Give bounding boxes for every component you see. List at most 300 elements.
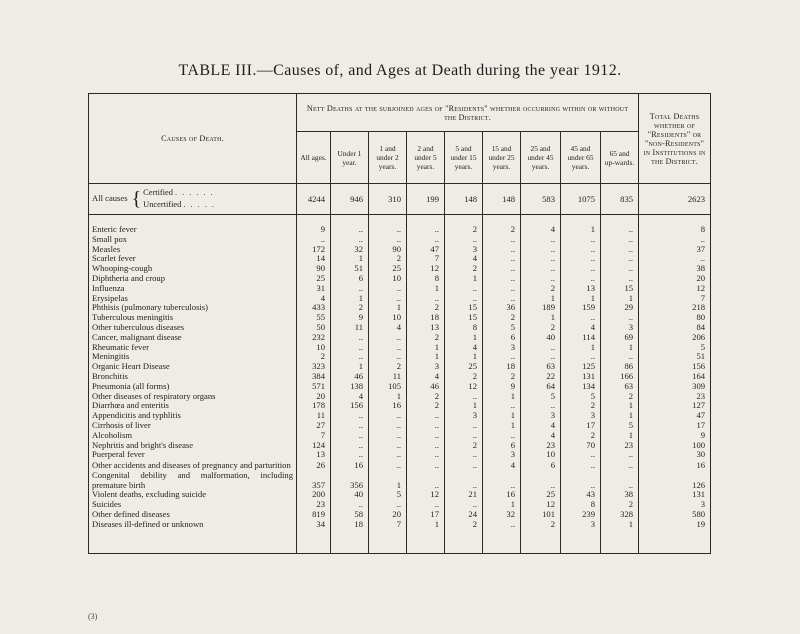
closing-cell bbox=[89, 529, 297, 554]
value-cell: 2 bbox=[521, 284, 561, 294]
value-cell: 32 bbox=[483, 510, 521, 520]
value-cell: 90 bbox=[297, 264, 331, 274]
cause-cell: Appendicitis and typhlitis bbox=[89, 411, 297, 421]
cause-cell: Organic Heart Disease bbox=[89, 362, 297, 372]
value-cell: .. bbox=[407, 460, 445, 470]
value-cell: 328 bbox=[601, 510, 639, 520]
cause-cell: Diarrhœa and enteritis bbox=[89, 401, 297, 411]
value-cell: .. bbox=[639, 235, 711, 245]
value-cell: .. bbox=[521, 254, 561, 264]
value-cell: 32 bbox=[331, 245, 369, 255]
age-column-header: 25 and under 45 years. bbox=[521, 132, 561, 184]
value-cell: .. bbox=[445, 392, 483, 402]
value-cell: 4 bbox=[445, 343, 483, 353]
value-cell: 1 bbox=[445, 401, 483, 411]
value-cell: 38 bbox=[639, 264, 711, 274]
value-cell: .. bbox=[407, 225, 445, 235]
value-cell: 23 bbox=[297, 500, 331, 510]
all-causes-cell: All causes { Certified ...... Uncertified ..... bbox=[89, 184, 297, 215]
value-cell: 384 bbox=[297, 372, 331, 382]
value-cell: 3 bbox=[407, 362, 445, 372]
value-cell: .. bbox=[561, 245, 601, 255]
certified-label: Certified bbox=[143, 188, 173, 197]
value-cell: .. bbox=[561, 450, 601, 460]
value-cell: 356 bbox=[331, 470, 369, 490]
value-cell: 10 bbox=[369, 274, 407, 284]
value-cell: 159 bbox=[561, 303, 601, 313]
cause-cell: Diphtheria and croup bbox=[89, 274, 297, 284]
value-cell: .. bbox=[331, 421, 369, 431]
value-cell: 63 bbox=[521, 362, 561, 372]
value-cell: .. bbox=[407, 421, 445, 431]
value-cell: 1 bbox=[331, 254, 369, 264]
value-cell: 5 bbox=[369, 490, 407, 500]
value-cell: 1 bbox=[407, 352, 445, 362]
uncertified-label: Uncertified bbox=[143, 200, 182, 209]
value-cell: .. bbox=[331, 235, 369, 245]
summary-value-cell: 4244 bbox=[297, 184, 331, 215]
age-column-header: 2 and under 5 years. bbox=[407, 132, 445, 184]
value-cell: 46 bbox=[407, 382, 445, 392]
value-cell: 20 bbox=[297, 392, 331, 402]
value-cell: .. bbox=[601, 352, 639, 362]
summary-value-cell: 148 bbox=[445, 184, 483, 215]
closing-cell bbox=[521, 529, 561, 554]
all-causes-row bbox=[89, 184, 711, 215]
age-column-header: 45 and under 65 years. bbox=[561, 132, 601, 184]
value-cell: 3 bbox=[639, 500, 711, 510]
value-cell: .. bbox=[601, 225, 639, 235]
table-row bbox=[89, 460, 711, 470]
cause-cell: Suicides bbox=[89, 500, 297, 510]
summary-value-cell: 835 bbox=[601, 184, 639, 215]
value-cell: 4 bbox=[369, 323, 407, 333]
value-cell: 5 bbox=[483, 323, 521, 333]
value-cell: 19 bbox=[639, 520, 711, 530]
value-cell: 1 bbox=[561, 343, 601, 353]
value-cell: 20 bbox=[639, 274, 711, 284]
value-cell: 8 bbox=[407, 274, 445, 284]
value-cell: 70 bbox=[561, 441, 601, 451]
value-cell: 2 bbox=[483, 313, 521, 323]
closing-cell bbox=[407, 529, 445, 554]
value-cell: 1 bbox=[407, 343, 445, 353]
value-cell: 13 bbox=[407, 323, 445, 333]
value-cell: 6 bbox=[483, 333, 521, 343]
value-cell: .. bbox=[521, 343, 561, 353]
value-cell: 3 bbox=[561, 520, 601, 530]
value-cell: 16 bbox=[331, 460, 369, 470]
value-cell: 9 bbox=[297, 225, 331, 235]
value-cell: 14 bbox=[297, 254, 331, 264]
value-cell: 25 bbox=[369, 264, 407, 274]
value-cell: 7 bbox=[297, 431, 331, 441]
spacer-cell bbox=[639, 215, 711, 226]
value-cell: .. bbox=[483, 294, 521, 304]
closing-cell bbox=[331, 529, 369, 554]
value-cell: 8 bbox=[639, 225, 711, 235]
cause-cell: Erysipelas bbox=[89, 294, 297, 304]
cause-cell: Other tuberculous diseases bbox=[89, 323, 297, 333]
summary-value-cell: 946 bbox=[331, 184, 369, 215]
value-cell: 4 bbox=[483, 460, 521, 470]
value-cell: .. bbox=[601, 264, 639, 274]
value-cell: .. bbox=[639, 254, 711, 264]
cause-cell: Other defined diseases bbox=[89, 510, 297, 520]
cause-cell: Diseases ill-defined or unknown bbox=[89, 520, 297, 530]
value-cell: 1 bbox=[561, 225, 601, 235]
cause-cell: Cancer, malignant disease bbox=[89, 333, 297, 343]
all-causes-label: All causes bbox=[92, 192, 128, 203]
value-cell: 47 bbox=[639, 411, 711, 421]
value-cell: 105 bbox=[369, 382, 407, 392]
value-cell: 1 bbox=[601, 520, 639, 530]
value-cell: .. bbox=[369, 284, 407, 294]
value-cell: 2 bbox=[331, 303, 369, 313]
value-cell: .. bbox=[369, 460, 407, 470]
value-cell: 64 bbox=[521, 382, 561, 392]
spacer-cell bbox=[297, 215, 331, 226]
value-cell: 114 bbox=[561, 333, 601, 343]
value-cell: 134 bbox=[561, 382, 601, 392]
cause-cell: Violent deaths, excluding suicide bbox=[89, 490, 297, 500]
value-cell: 3 bbox=[483, 343, 521, 353]
value-cell: .. bbox=[601, 274, 639, 284]
value-cell: .. bbox=[483, 254, 521, 264]
value-cell: 2 bbox=[445, 225, 483, 235]
value-cell: 178 bbox=[297, 401, 331, 411]
summary-value-cell: 2623 bbox=[639, 184, 711, 215]
value-cell: 1 bbox=[369, 392, 407, 402]
value-cell: .. bbox=[331, 500, 369, 510]
value-cell: 58 bbox=[331, 510, 369, 520]
value-cell: 172 bbox=[297, 245, 331, 255]
value-cell: .. bbox=[331, 343, 369, 353]
cause-cell: Influenza bbox=[89, 284, 297, 294]
closing-cell bbox=[639, 529, 711, 554]
value-cell: 84 bbox=[639, 323, 711, 333]
value-cell: 3 bbox=[483, 450, 521, 460]
value-cell: 5 bbox=[639, 343, 711, 353]
value-cell: 131 bbox=[561, 372, 601, 382]
value-cell: .. bbox=[483, 431, 521, 441]
value-cell: 21 bbox=[445, 490, 483, 500]
value-cell: 2 bbox=[407, 392, 445, 402]
closing-cell bbox=[561, 529, 601, 554]
value-cell: 40 bbox=[331, 490, 369, 500]
value-cell: .. bbox=[331, 352, 369, 362]
value-cell: 309 bbox=[639, 382, 711, 392]
cause-cell: Congenital debility and malformation, including premature birth bbox=[89, 470, 297, 490]
value-cell: 11 bbox=[297, 411, 331, 421]
value-cell: 1 bbox=[601, 294, 639, 304]
value-cell: 2 bbox=[483, 372, 521, 382]
value-cell: 86 bbox=[601, 362, 639, 372]
value-cell: 433 bbox=[297, 303, 331, 313]
value-cell: 2 bbox=[369, 254, 407, 264]
value-cell: .. bbox=[331, 284, 369, 294]
value-cell: 27 bbox=[297, 421, 331, 431]
value-cell: 124 bbox=[297, 441, 331, 451]
value-cell: 11 bbox=[369, 372, 407, 382]
age-column-header: 65 and up-wards. bbox=[601, 132, 639, 184]
value-cell: 10 bbox=[521, 450, 561, 460]
value-cell: 1 bbox=[445, 333, 483, 343]
cause-cell: Other diseases of respiratory organs bbox=[89, 392, 297, 402]
value-cell: 4 bbox=[445, 254, 483, 264]
value-cell: 1 bbox=[601, 431, 639, 441]
value-cell: 1 bbox=[369, 303, 407, 313]
value-cell: 90 bbox=[369, 245, 407, 255]
table-row bbox=[89, 470, 711, 490]
value-cell: .. bbox=[407, 441, 445, 451]
value-cell: .. bbox=[483, 264, 521, 274]
value-cell: .. bbox=[369, 421, 407, 431]
summary-value-cell: 148 bbox=[483, 184, 521, 215]
value-cell: .. bbox=[601, 245, 639, 255]
value-cell: 2 bbox=[601, 392, 639, 402]
value-cell: 1 bbox=[331, 294, 369, 304]
value-cell: 25 bbox=[521, 490, 561, 500]
value-cell: 4 bbox=[297, 294, 331, 304]
value-cell: 4 bbox=[521, 431, 561, 441]
value-cell: 43 bbox=[561, 490, 601, 500]
value-cell: 26 bbox=[297, 460, 331, 470]
value-cell: 1 bbox=[483, 392, 521, 402]
value-cell: 20 bbox=[369, 510, 407, 520]
value-cell: .. bbox=[483, 284, 521, 294]
value-cell: .. bbox=[369, 225, 407, 235]
cause-cell: Puerperal fever bbox=[89, 450, 297, 460]
value-cell: .. bbox=[601, 254, 639, 264]
value-cell: 156 bbox=[331, 401, 369, 411]
value-cell: 36 bbox=[483, 303, 521, 313]
value-cell: 101 bbox=[521, 510, 561, 520]
value-cell: 1 bbox=[483, 411, 521, 421]
page-title: TABLE III.—Causes of, and Ages at Death during the year 1912. bbox=[178, 62, 622, 79]
value-cell: 6 bbox=[331, 274, 369, 284]
value-cell: 126 bbox=[639, 470, 711, 490]
value-cell: 15 bbox=[445, 313, 483, 323]
value-cell: .. bbox=[369, 343, 407, 353]
cause-cell: Rheumatic fever bbox=[89, 343, 297, 353]
cause-cell: Bronchitis bbox=[89, 372, 297, 382]
value-cell: 4 bbox=[521, 421, 561, 431]
value-cell: 30 bbox=[639, 450, 711, 460]
cause-cell: Whooping-cough bbox=[89, 264, 297, 274]
value-cell: .. bbox=[521, 245, 561, 255]
value-cell: .. bbox=[331, 225, 369, 235]
value-cell: 47 bbox=[407, 245, 445, 255]
value-cell: .. bbox=[601, 470, 639, 490]
value-cell: .. bbox=[483, 235, 521, 245]
value-cell: .. bbox=[601, 313, 639, 323]
value-cell: 10 bbox=[297, 343, 331, 353]
value-cell: .. bbox=[369, 500, 407, 510]
cause-cell: Pneumonia (all forms) bbox=[89, 382, 297, 392]
value-cell: .. bbox=[521, 264, 561, 274]
value-cell: .. bbox=[445, 500, 483, 510]
value-cell: 25 bbox=[445, 362, 483, 372]
value-cell: 2 bbox=[561, 431, 601, 441]
value-cell: 40 bbox=[521, 333, 561, 343]
value-cell: 4 bbox=[561, 323, 601, 333]
value-cell: 1 bbox=[407, 284, 445, 294]
value-cell: 23 bbox=[639, 392, 711, 402]
value-cell: 2 bbox=[445, 372, 483, 382]
summary-value-cell: 199 bbox=[407, 184, 445, 215]
value-cell: .. bbox=[445, 460, 483, 470]
value-cell: 37 bbox=[639, 245, 711, 255]
value-cell: 3 bbox=[445, 411, 483, 421]
cause-cell: Enteric fever bbox=[89, 225, 297, 235]
value-cell: .. bbox=[445, 450, 483, 460]
value-cell: .. bbox=[445, 294, 483, 304]
value-cell: 8 bbox=[445, 323, 483, 333]
value-cell: 125 bbox=[561, 362, 601, 372]
value-cell: 5 bbox=[561, 392, 601, 402]
value-cell: 16 bbox=[483, 490, 521, 500]
value-cell: 9 bbox=[639, 431, 711, 441]
value-cell: .. bbox=[331, 411, 369, 421]
value-cell: 1 bbox=[445, 274, 483, 284]
value-cell: 51 bbox=[331, 264, 369, 274]
value-cell: 1 bbox=[331, 362, 369, 372]
value-cell: 232 bbox=[297, 333, 331, 343]
value-cell: 63 bbox=[601, 382, 639, 392]
value-cell: 4 bbox=[521, 225, 561, 235]
closing-row bbox=[89, 529, 711, 554]
age-column-header: 15 and under 25 years. bbox=[483, 132, 521, 184]
value-cell: 1 bbox=[521, 313, 561, 323]
page-number: (3) bbox=[88, 612, 98, 621]
total-deaths-header: Total Deaths whether of "Residents" or "non-Residents" in Institutions in the District. bbox=[639, 94, 711, 184]
value-cell: 18 bbox=[331, 520, 369, 530]
value-cell: 51 bbox=[639, 352, 711, 362]
value-cell: 13 bbox=[297, 450, 331, 460]
value-cell: .. bbox=[407, 431, 445, 441]
value-cell: .. bbox=[483, 401, 521, 411]
value-cell: 4 bbox=[407, 372, 445, 382]
value-cell: .. bbox=[331, 450, 369, 460]
value-cell: .. bbox=[561, 313, 601, 323]
value-cell: 2 bbox=[521, 520, 561, 530]
value-cell: 4 bbox=[331, 392, 369, 402]
closing-cell bbox=[483, 529, 521, 554]
cause-cell: Alcoholism bbox=[89, 431, 297, 441]
value-cell: .. bbox=[561, 235, 601, 245]
value-cell: 3 bbox=[521, 411, 561, 421]
causes-header: Causes of Death. bbox=[89, 94, 297, 184]
value-cell: .. bbox=[369, 352, 407, 362]
value-cell: 12 bbox=[445, 382, 483, 392]
value-cell: .. bbox=[369, 294, 407, 304]
value-cell: 206 bbox=[639, 333, 711, 343]
cause-cell: Phthisis (pulmonary tuberculosis) bbox=[89, 303, 297, 313]
value-cell: 23 bbox=[521, 441, 561, 451]
value-cell: .. bbox=[561, 470, 601, 490]
summary-value-cell: 583 bbox=[521, 184, 561, 215]
cause-cell: Nephritis and bright's disease bbox=[89, 441, 297, 451]
value-cell: 9 bbox=[483, 382, 521, 392]
value-cell: 5 bbox=[521, 392, 561, 402]
value-cell: 12 bbox=[407, 490, 445, 500]
value-cell: .. bbox=[407, 294, 445, 304]
value-cell: 2 bbox=[407, 303, 445, 313]
value-cell: 31 bbox=[297, 284, 331, 294]
value-cell: 2 bbox=[483, 225, 521, 235]
value-cell: 24 bbox=[445, 510, 483, 520]
value-cell: .. bbox=[483, 352, 521, 362]
value-cell: .. bbox=[369, 235, 407, 245]
cause-cell: Small pox bbox=[89, 235, 297, 245]
value-cell: 2 bbox=[521, 323, 561, 333]
closing-cell bbox=[369, 529, 407, 554]
value-cell: 2 bbox=[407, 333, 445, 343]
value-cell: .. bbox=[297, 235, 331, 245]
value-cell: 100 bbox=[639, 441, 711, 451]
cause-cell: Cirrhosis of liver bbox=[89, 421, 297, 431]
value-cell: .. bbox=[445, 470, 483, 490]
closing-cell bbox=[297, 529, 331, 554]
value-cell: .. bbox=[445, 284, 483, 294]
table-row bbox=[89, 520, 711, 530]
value-cell: .. bbox=[407, 450, 445, 460]
value-cell: 164 bbox=[639, 372, 711, 382]
value-cell: 1 bbox=[369, 470, 407, 490]
value-cell: 16 bbox=[639, 460, 711, 470]
value-cell: 29 bbox=[601, 303, 639, 313]
value-cell: 1 bbox=[445, 352, 483, 362]
value-cell: 1 bbox=[601, 411, 639, 421]
value-cell: 2 bbox=[601, 500, 639, 510]
value-cell: 15 bbox=[601, 284, 639, 294]
value-cell: 17 bbox=[407, 510, 445, 520]
value-cell: .. bbox=[483, 520, 521, 530]
value-cell: .. bbox=[407, 470, 445, 490]
age-column-header: Under 1 year. bbox=[331, 132, 369, 184]
age-column-header: All ages. bbox=[297, 132, 331, 184]
value-cell: 200 bbox=[297, 490, 331, 500]
value-cell: 80 bbox=[639, 313, 711, 323]
value-cell: 2 bbox=[445, 264, 483, 274]
value-cell: 34 bbox=[297, 520, 331, 530]
value-cell: 2 bbox=[561, 401, 601, 411]
value-cell: 7 bbox=[639, 294, 711, 304]
value-cell: .. bbox=[331, 333, 369, 343]
value-cell: .. bbox=[331, 441, 369, 451]
value-cell: .. bbox=[369, 441, 407, 451]
value-cell: 1 bbox=[483, 421, 521, 431]
value-cell: 1 bbox=[407, 520, 445, 530]
value-cell: 131 bbox=[639, 490, 711, 500]
value-cell: 25 bbox=[297, 274, 331, 284]
value-cell: .. bbox=[521, 352, 561, 362]
net-deaths-header: Nett Deaths at the subjoined ages of "Residents" whether occurring within or without the District. bbox=[297, 94, 639, 132]
value-cell: 8 bbox=[561, 500, 601, 510]
value-cell: 819 bbox=[297, 510, 331, 520]
age-column-header: 5 and under 15 years. bbox=[445, 132, 483, 184]
value-cell: 571 bbox=[297, 382, 331, 392]
value-cell: 6 bbox=[521, 460, 561, 470]
value-cell: .. bbox=[521, 235, 561, 245]
value-cell: 5 bbox=[601, 421, 639, 431]
value-cell: .. bbox=[331, 431, 369, 441]
value-cell: 50 bbox=[297, 323, 331, 333]
value-cell: .. bbox=[521, 470, 561, 490]
closing-cell bbox=[601, 529, 639, 554]
value-cell: 357 bbox=[297, 470, 331, 490]
